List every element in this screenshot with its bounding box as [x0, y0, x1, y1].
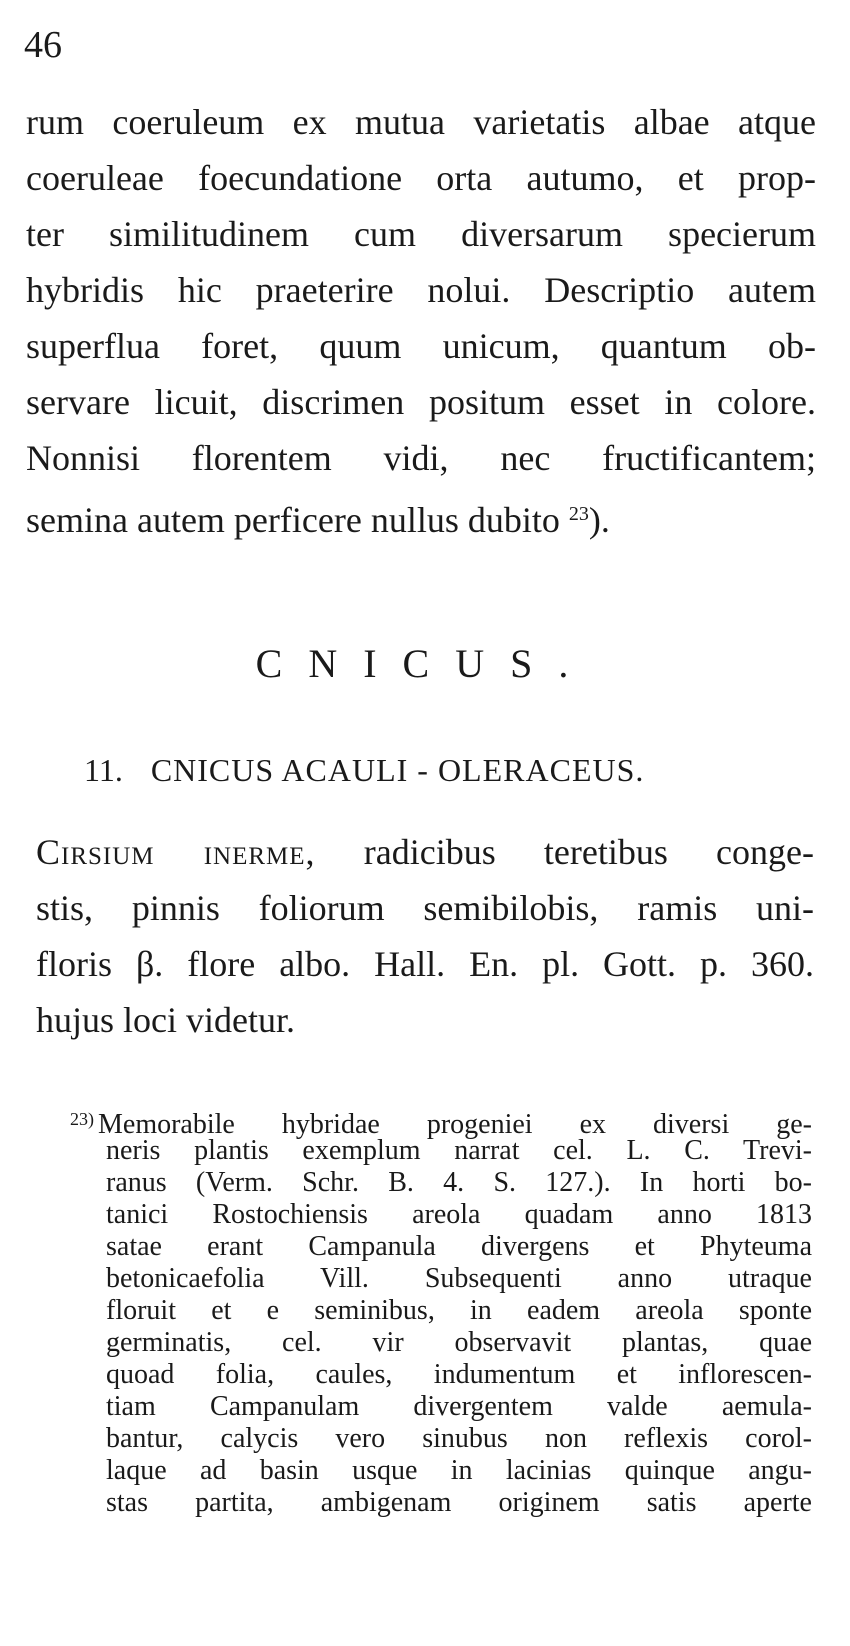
text-line: superflua foret, quum unicum, quantum ob- — [26, 326, 816, 366]
text-line: hybridis hic praeterire nolui. Descriptio autem — [26, 270, 816, 310]
footnote-line: satae erant Campanula divergens et Phyteuma — [106, 1231, 812, 1262]
species-heading — [84, 745, 644, 795]
main-text-paragraph — [26, 94, 816, 542]
text-fragment: radicibus teretibus conge- — [363, 832, 814, 872]
species-number: 11. — [84, 752, 123, 788]
page-number: 46 — [24, 24, 62, 66]
text-line: ter similitudinem cum diversarum specierum — [26, 214, 816, 254]
footnote — [70, 1103, 812, 1519]
species-name: CNICUS ACAULI - OLERACEUS. — [150, 752, 645, 788]
footnote-marker: 23) — [70, 1109, 94, 1129]
text-fragment: ). — [588, 500, 610, 540]
text-line: servare licuit, discrimen positum esset in colore. — [26, 382, 816, 422]
footnote-line: tiam Campanulam divergentem valde aemula- — [106, 1391, 812, 1422]
footnote-line: tanici Rostochiensis areola quadam anno 1813 — [106, 1199, 812, 1230]
text-line: coeruleae foecundatione orta autumo, et prop- — [26, 158, 816, 198]
footnote-line: quoad folia, caules, indumentum et inflorescen- — [106, 1359, 812, 1390]
text-fragment: Memorabile hybridae progeniei ex diversi ge- — [98, 1109, 812, 1140]
footnote-line: betonicaefolia Vill. Subsequenti anno utraque — [106, 1263, 812, 1294]
text-line: rum coeruleum ex mutua varietatis albae atque — [26, 102, 816, 142]
text-line: Nonnisi florentem vidi, nec fructificantem; — [26, 438, 816, 478]
footnote-line: floruit et e seminibus, in eadem areola sponte — [106, 1295, 812, 1326]
text-line: stis, pinnis foliorum semibilobis, ramis uni- — [36, 888, 814, 928]
footnote-reference: 23 — [568, 503, 589, 525]
text-fragment: semina autem perficere nullus dubito — [26, 500, 560, 540]
footnote-line: neris plantis exemplum narrat cel. L. C. Trevi- — [106, 1135, 812, 1166]
footnote-line: laque ad basin usque in lacinias quinque angu- — [106, 1455, 812, 1486]
smallcaps-lead: Cirsium inerme, — [36, 832, 316, 872]
footnote-line: bantur, calycis vero sinubus non reflexis corol- — [106, 1423, 812, 1454]
footnote-line: ranus (Verm. Schr. B. 4. S. 127.). In horti bo- — [106, 1167, 812, 1198]
text-line-last — [26, 486, 816, 542]
species-description — [36, 824, 814, 1048]
footnote-body — [70, 1135, 812, 1519]
footnote-first-line — [70, 1103, 812, 1140]
text-line: floris β. flore albo. Hall. En. pl. Gott. p. 360. — [36, 944, 814, 984]
footnote-line: germinatis, cel. vir observavit plantas, quae — [106, 1327, 812, 1358]
text-line — [36, 824, 814, 880]
genus-heading: CNICUS. — [255, 641, 595, 686]
text-line-last: hujus loci videtur. — [36, 1000, 295, 1040]
footnote-line: stas partita, ambigenam originem satis aperte — [106, 1487, 812, 1518]
